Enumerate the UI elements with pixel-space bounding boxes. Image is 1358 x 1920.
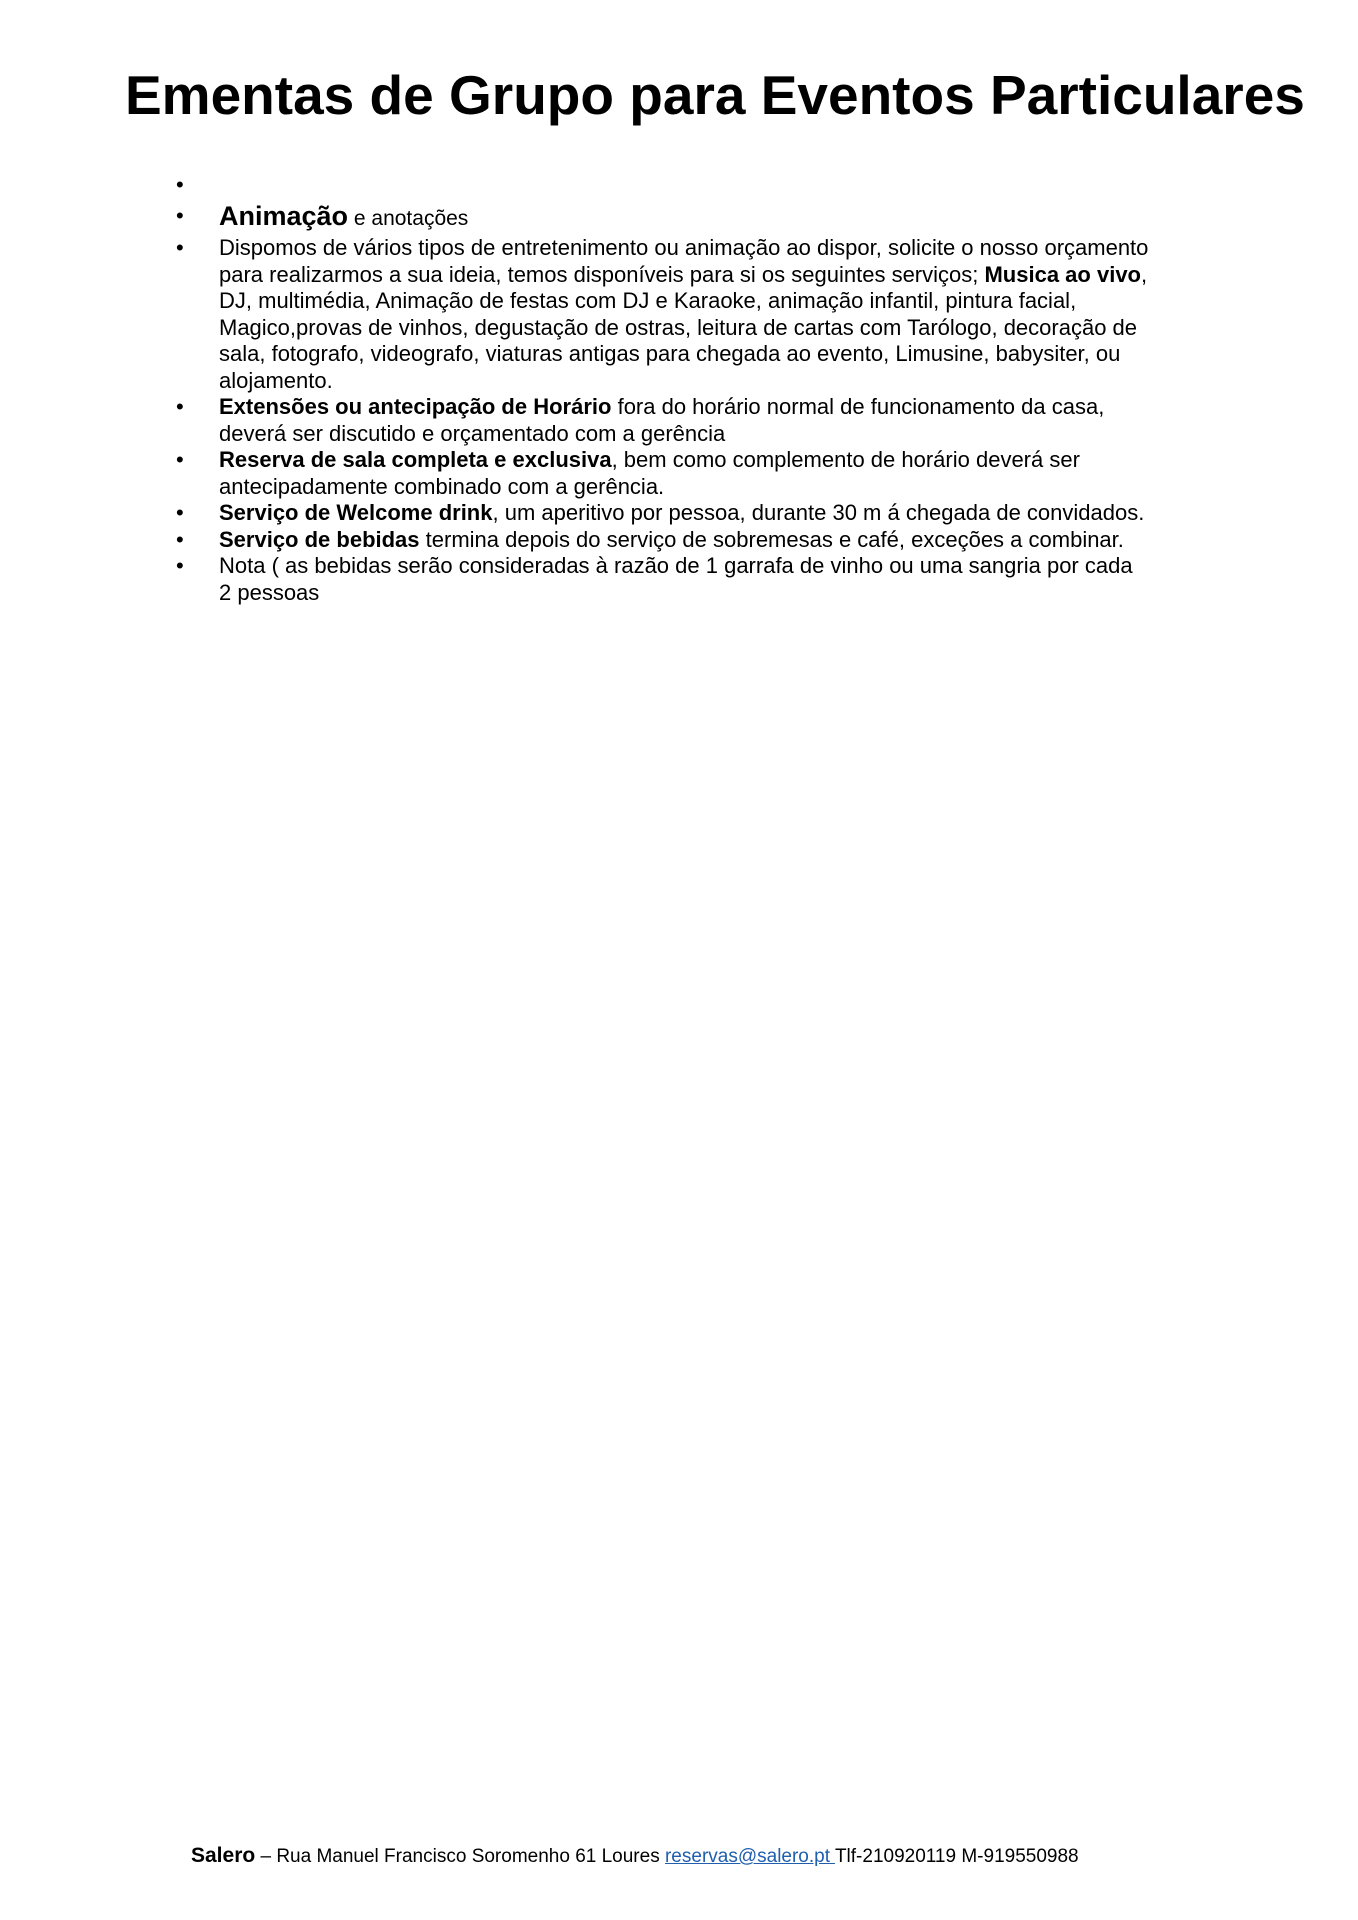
- bullet-icon: •: [176, 500, 184, 525]
- extensoes-label: Extensões ou antecipação de Horário: [219, 394, 612, 419]
- bullet-icon: •: [176, 203, 184, 228]
- bullet-icon: •: [176, 235, 184, 260]
- bebidas-label: Serviço de bebidas: [219, 526, 420, 552]
- footer-email-link[interactable]: reservas@salero.pt: [664, 1846, 835, 1867]
- servicos-text: , DJ, multimédia, Animação de festas com DJ e Karaoke, animação infantil, pintura facial, Magico,provas de vinhos, degustação de ostras, leitura de cartas com Tarólogo, decoração de sala, fotografo, videografo, viaturas antigas para chegada ao evento, Limusine, babysiter, ou alojamento.: [219, 261, 1148, 393]
- bullet-icon: •: [176, 394, 184, 419]
- bullet-icon: •: [176, 553, 184, 578]
- welcome-text: , um aperitivo por pessoa, durante 30 m á chegada de convidados.: [492, 500, 1145, 525]
- reserva-label: Reserva de sala completa e exclusiva: [219, 447, 612, 472]
- extensoes-text: fora do horário normal de funcionamento da casa, deverá ser discutido e orçamentado com a gerência: [219, 394, 1105, 446]
- footer-brand: Salero: [191, 1844, 256, 1867]
- musica-ao-vivo-label: Musica ao vivo: [984, 261, 1141, 287]
- animacao-heading: Animação: [219, 201, 349, 231]
- bullet-icon: •: [176, 526, 184, 552]
- list-item-bebidas: [0, 527, 1149, 554]
- footer-phones: Tlf-210920119 M-919550988: [834, 1846, 1079, 1867]
- animacao-subheading: e anotações: [348, 207, 469, 230]
- welcome-label: Serviço de Welcome drink: [219, 500, 493, 525]
- page-footer: [191, 1844, 1079, 1868]
- list-item-entretenimento: [0, 235, 1149, 394]
- list-item-reserva: [0, 447, 1149, 500]
- bebidas-text: termina depois do serviço de sobremesas e café, exceções a combinar.: [419, 526, 1124, 552]
- list-item-welcome: [0, 500, 1149, 527]
- list-item-empty: [0, 172, 1149, 200]
- entretenimento-text: Dispomos de vários tipos de entretenimento ou animação ao dispor, solicite o nosso orçamento para realizarmos a sua ideia, temos disponíveis para si os seguintes serviços;: [219, 235, 1149, 287]
- list-item-nota: [0, 553, 1149, 606]
- list-item-extensoes: [0, 394, 1149, 447]
- nota-text: Nota ( as bebidas serão consideradas à razão de 1 garrafa de vinho ou uma sangria por cada 2 pessoas: [219, 553, 1133, 605]
- info-list: [0, 172, 1358, 606]
- bullet-icon: •: [176, 447, 184, 472]
- reserva-text: , bem como complemento de horário deverá ser antecipadamente combinado com a gerência.: [219, 447, 1080, 499]
- bullet-icon: •: [176, 172, 184, 197]
- footer-address: – Rua Manuel Francisco Soromenho 61 Loures: [255, 1846, 665, 1867]
- list-item-animacao: [0, 200, 1149, 235]
- page-title: Ementas de Grupo para Eventos Particulares: [125, 64, 1305, 126]
